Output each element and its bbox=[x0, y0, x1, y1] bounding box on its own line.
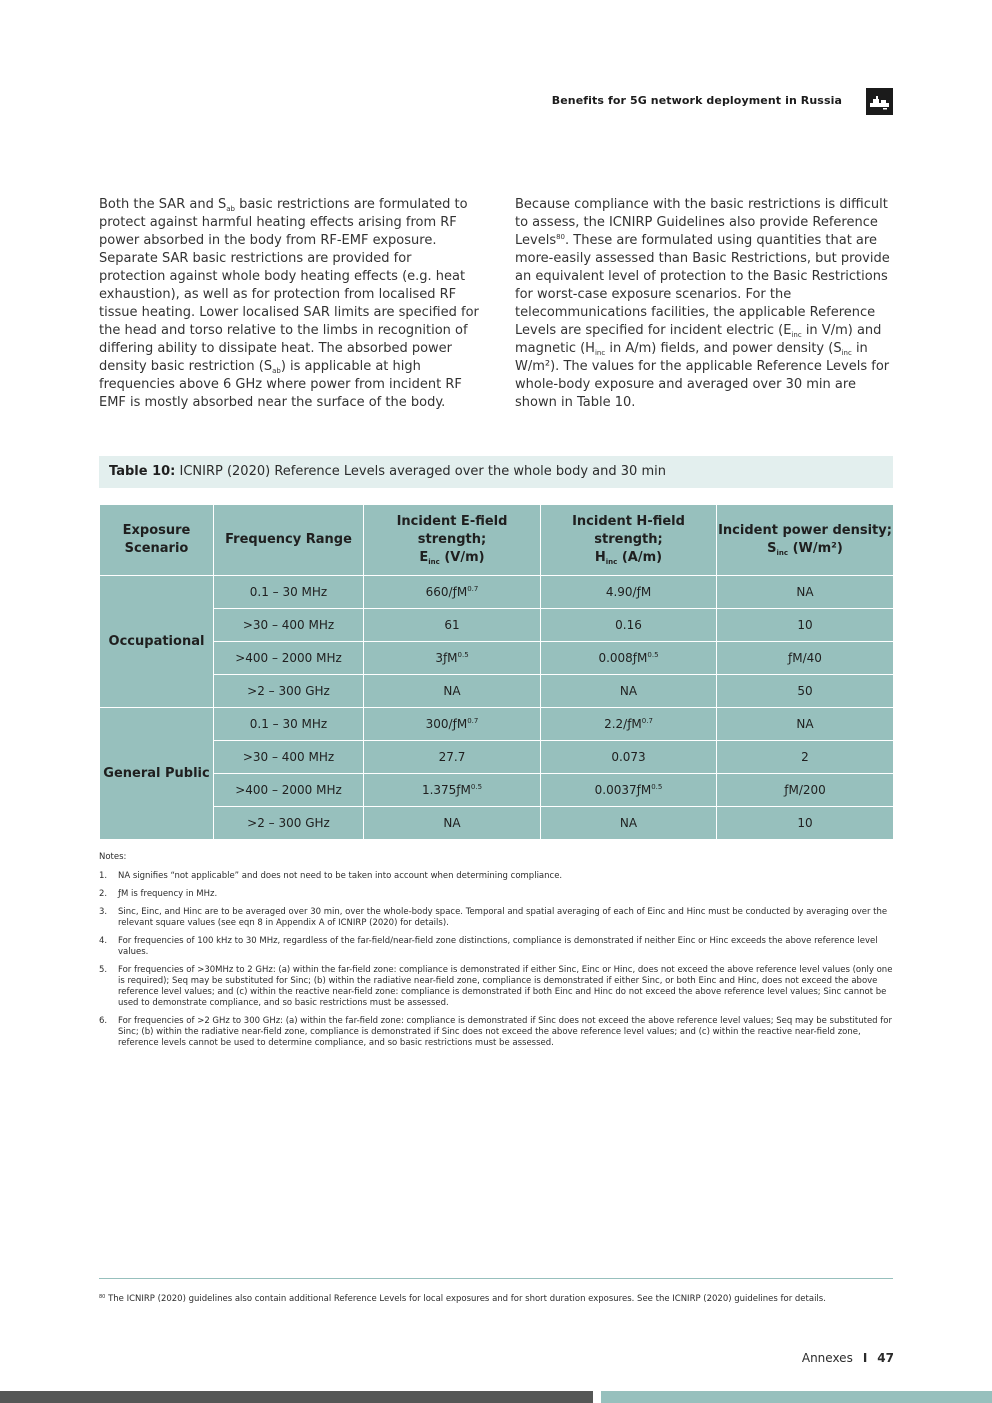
cell-e-field: 61 bbox=[364, 609, 541, 642]
cell-e-field: NA bbox=[364, 807, 541, 840]
cell-h-field: $0.0037ƒM^{0.5}$ bbox=[541, 774, 717, 807]
table-header-row bbox=[100, 505, 894, 576]
cell-e-field: $660/ƒM^{0.7}$ bbox=[364, 576, 541, 609]
cell-range: >400 – 2000 MHz bbox=[214, 642, 364, 675]
note-item: 2. ƒM is frequency in MHz. bbox=[99, 889, 218, 899]
cell-h-field: $2.2/ƒM^{0.7}$ bbox=[541, 708, 717, 741]
footnote-number: 80 bbox=[99, 1294, 106, 1300]
header-power-density: Incident power density; $S_{inc}$ (W/m²) bbox=[717, 505, 894, 576]
cell-e-field: NA bbox=[364, 675, 541, 708]
cell-power-density: 2 bbox=[717, 741, 894, 774]
cell-e-field: $300/ƒM^{0.7}$ bbox=[364, 708, 541, 741]
cell-h-field: $0.008ƒM^{0.5}$ bbox=[541, 642, 717, 675]
note-text: ƒM is frequency in MHz. bbox=[118, 889, 218, 899]
header-exposure-scenario: Exposure Scenario bbox=[100, 505, 214, 576]
scenario-occupational: Occupational bbox=[100, 576, 214, 708]
reference-levels-table bbox=[99, 504, 894, 840]
footer-bar-dark bbox=[0, 1391, 593, 1403]
right-paragraph: Because compliance with the basic restrictions is difficult to assess, the ICNIRP Guidelines also provide Reference Levels$^{80}$. These are formulated using quantities that are more-easily assessed than Basic Restrictions, but provide an equivalent level of protection to the Basic Restrictions for worst-case exposure scenarios. For the telecommunications facilities, the applicable Reference Levels are specified for incident electric ($E_{inc}$ in V/m) and magnetic ($H_{inc}$ in A/m) fields, and power density ($S_{inc}$ in W/m²). The values for the applicable Reference Levels for whole-body exposure and averaged over 30 min are shown in Table 10. bbox=[515, 197, 890, 410]
body-column-left bbox=[99, 196, 479, 412]
left-paragraph: Both the SAR and $S_{ab}$ basic restrictions are formulated to protect against harmful heating effects arising from RF power absorbed in the body from RF-EMF exposure. Separate SAR basic restrictions are provided for protection against whole body heating effects (e.g. heat exhaustion), as well as for protection from localised RF tissue heating. Lower localised SAR limits are specified for the head and torso relative to the limbs in recognition of differing ability to dissipate heat. The absorbed power density basic restriction $(S_{ab})$ is applicable at high frequencies above 6 GHz where power from incident RF EMF is mostly absorbed near the surface of the body. bbox=[99, 197, 479, 410]
cell-h-field: NA bbox=[541, 675, 717, 708]
note-text: For frequencies of >2 GHz to 300 GHz: (a) within the far-field zone: compliance is demonstrated if Sinc does not exceed the above reference level values; Seq may be substituted for Sinc; (b) within the radiative near-field zone, compliance is demonstrated if Sinc does not exceed the above reference level values; and (c) within the reactive near-field zone, reference levels cannot be used to determine compliance, and so basic restrictions must be assessed. bbox=[118, 1016, 892, 1048]
note-item: 1. NA signifies “not applicable” and does not need to be taken into account when determining compliance. bbox=[99, 871, 563, 881]
cell-range: >30 – 400 MHz bbox=[214, 609, 364, 642]
table-row bbox=[100, 576, 894, 609]
cell-range: 0.1 – 30 MHz bbox=[214, 708, 364, 741]
scenario-general-public: General Public bbox=[100, 708, 214, 840]
table-notes bbox=[99, 852, 893, 1056]
table-caption: Table 10: ICNIRP (2020) Reference Levels averaged over the whole body and 30 min bbox=[99, 456, 893, 488]
cell-h-field: NA bbox=[541, 807, 717, 840]
cell-h-field: 0.16 bbox=[541, 609, 717, 642]
cell-h-field: 4.90/ƒM bbox=[541, 576, 717, 609]
page-number: 47 bbox=[877, 1351, 894, 1365]
cell-e-field: 27.7 bbox=[364, 741, 541, 774]
footer-section: Annexes bbox=[801, 1351, 853, 1365]
cell-power-density: ƒM/40 bbox=[717, 642, 894, 675]
cell-power-density: NA bbox=[717, 708, 894, 741]
cell-e-field: $1.375ƒM^{0.5}$ bbox=[364, 774, 541, 807]
header-frequency-range: Frequency Range bbox=[214, 505, 364, 576]
footnote bbox=[99, 1294, 826, 1304]
footer-separator: I bbox=[862, 1351, 868, 1365]
cell-power-density: 10 bbox=[717, 609, 894, 642]
table-row bbox=[100, 741, 894, 774]
table-row bbox=[100, 774, 894, 807]
body-column-right bbox=[515, 196, 895, 412]
note-text: For frequencies of >30MHz to 2 GHz: (a) within the far-field zone: compliance is demonstrated if either Sinc, Einc or Hinc, does not exceed the above reference level values (only one is required); Seq may be substituted for Sinc; (b) within the radiative near-field zone, compliance is demonstrated if either Sinc, or both Einc and Hinc, does not exceed the above reference level values; and (c) within the reactive near-field zone: compliance is demonstrated if both Einc and Hinc do not exceed the above reference level values; Sinc cannot be used to demonstrate compliance, and so basic restrictions must be assessed. bbox=[118, 965, 893, 1008]
cell-range: >400 – 2000 MHz bbox=[214, 774, 364, 807]
note-item: 6. For frequencies of >2 GHz to 300 GHz: (a) within the far-field zone: compliance is demonstrated if Sinc does not exceed the above reference level values; Seq may be substituted for Sinc; (b) within the radiative near-field zone, compliance is demonstrated if Sinc does not exceed the above reference level values; and (c) within the reactive near-field zone, reference levels cannot be used to determine compliance, and so basic restrictions must be assessed. bbox=[99, 1016, 892, 1048]
table-row bbox=[100, 642, 894, 675]
header-e-field: Incident E-field strength; $E_{inc}$ (V/m) bbox=[364, 505, 541, 576]
note-text: NA signifies “not applicable” and does not need to be taken into account when determining compliance. bbox=[118, 871, 563, 881]
page-footer bbox=[802, 1351, 894, 1365]
running-header: Benefits for 5G network deployment in Russia bbox=[551, 94, 842, 107]
note-text: Sinc, Einc, and Hinc are to be averaged over 30 min, over the whole-body space. Temporal and spatial averaging of each of Einc and Hinc must be conducted by averaging over the relevant square values (see eqn 8 in Appendix A of ICNIRP (2020) for details). bbox=[118, 907, 888, 928]
header-h-field: Incident H-field strength; $H_{inc}$ (A/m) bbox=[541, 505, 717, 576]
cell-power-density: ƒM/200 bbox=[717, 774, 894, 807]
table-row bbox=[100, 675, 894, 708]
notes-title: Notes: bbox=[99, 852, 127, 862]
footnote-text: The ICNIRP (2020) guidelines also contain additional Reference Levels for local exposures and for short duration exposures. See the ICNIRP (2020) guidelines for details. bbox=[105, 1294, 826, 1304]
cell-range: >2 – 300 GHz bbox=[214, 675, 364, 708]
table-row bbox=[100, 807, 894, 840]
cell-power-density: NA bbox=[717, 576, 894, 609]
cell-h-field: 0.073 bbox=[541, 741, 717, 774]
notes-list bbox=[99, 871, 893, 1049]
note-text: For frequencies of 100 kHz to 30 MHz, regardless of the far-field/near-field zone distinctions, compliance is demonstrated if neither Einc or Hinc exceeds the above reference level values. bbox=[118, 936, 878, 957]
table-row bbox=[100, 708, 894, 741]
building-icon bbox=[866, 88, 893, 115]
table-row bbox=[100, 609, 894, 642]
cell-power-density: 50 bbox=[717, 675, 894, 708]
footer-bar-light bbox=[601, 1391, 992, 1403]
note-item: 4. For frequencies of 100 kHz to 30 MHz, regardless of the far-field/near-field zone distinctions, compliance is demonstrated if neither Einc or Hinc exceeds the above reference level values. bbox=[99, 936, 878, 957]
note-item: 5. For frequencies of >30MHz to 2 GHz: (a) within the far-field zone: compliance is demonstrated if either Sinc, Einc or Hinc, does not exceed the above reference level values (only one is required); Seq may be substituted for Sinc; (b) within the radiative near-field zone, compliance is demonstrated if either Sinc, or both Einc and Hinc, does not exceed the above reference level values; and (c) within the reactive near-field zone: compliance is demonstrated if both Einc and Hinc do not exceed the above reference level values; Sinc cannot be used to demonstrate compliance, and so basic restrictions must be assessed. bbox=[99, 965, 893, 1008]
cell-range: 0.1 – 30 MHz bbox=[214, 576, 364, 609]
cell-range: >30 – 400 MHz bbox=[214, 741, 364, 774]
cell-range: >2 – 300 GHz bbox=[214, 807, 364, 840]
footnote-divider bbox=[99, 1278, 893, 1279]
footnote-reference[interactable]: 80 bbox=[556, 233, 566, 241]
note-item: 3. Sinc, Einc, and Hinc are to be averaged over 30 min, over the whole-body space. Temporal and spatial averaging of each of Einc and Hinc must be conducted by averaging over the relevant square values (see eqn 8 in Appendix A of ICNIRP (2020) for details). bbox=[99, 907, 888, 928]
cell-e-field: $3ƒM^{0.5}$ bbox=[364, 642, 541, 675]
cell-power-density: 10 bbox=[717, 807, 894, 840]
